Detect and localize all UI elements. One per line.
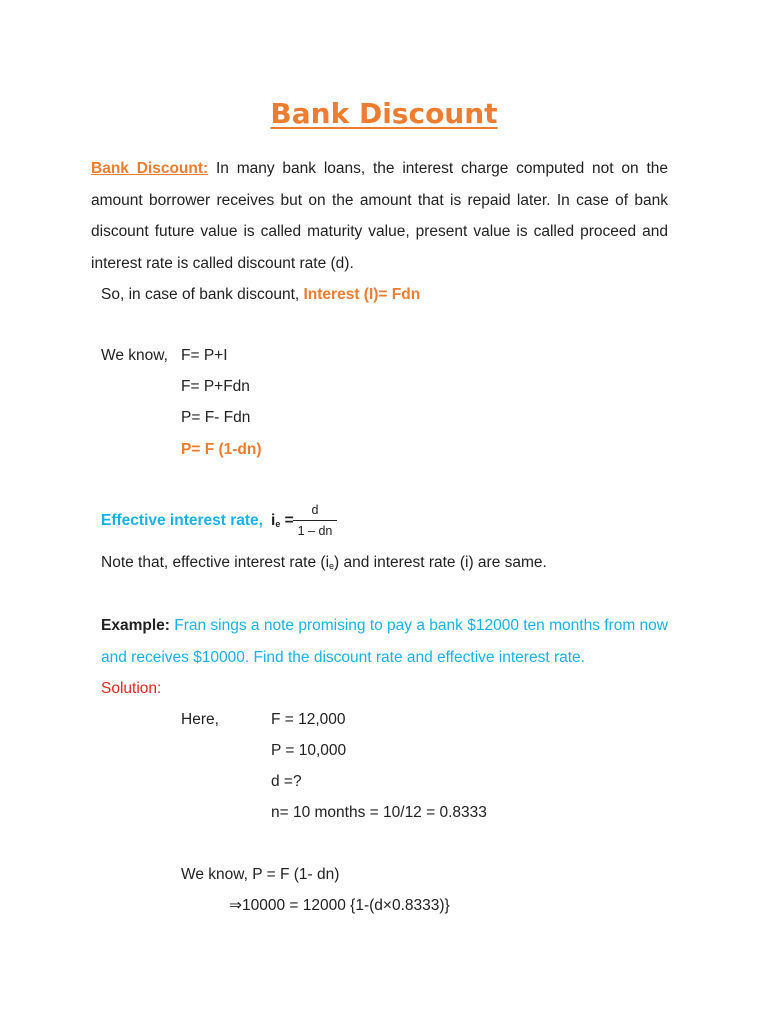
intro-text: In many bank loans, the interest charge computed not on the amount borrower receives but on the amount that is repaid later. In case of bank discount future value is called maturity value, present value is called proceed and interest rate is called discount rate (d). — [91, 160, 668, 272]
example-text: Fran sings a note promising to pay a bank $12000 ten months from now and receives $10000. Find the discount rate and effective interest rate. — [101, 617, 668, 666]
note-after: ) and interest rate (i) are same. — [334, 554, 547, 571]
effective-symbol: i — [271, 512, 276, 529]
interest-formula-line — [101, 285, 420, 305]
intro-paragraph — [91, 153, 668, 279]
effective-subscript: e — [275, 519, 281, 529]
so-line-prefix: So, in case of bank discount, — [101, 286, 304, 303]
note-before: Note that, effective interest rate (i — [101, 554, 330, 571]
given-d: d =? — [271, 773, 302, 790]
fraction-numerator: d — [293, 502, 337, 521]
derivation-step-2: F= P+Fdn — [181, 378, 250, 395]
here-label: Here, — [181, 711, 219, 728]
derivation-step-3: P= F- Fdn — [181, 409, 251, 426]
we-know-label: We know, — [101, 347, 168, 364]
effective-rate-symbol — [271, 511, 294, 534]
effective-rate-label: Effective interest rate, — [101, 512, 263, 529]
page-title: Bank Discount — [270, 97, 498, 130]
effective-equals: = — [280, 512, 294, 529]
given-p: P = 10,000 — [271, 742, 347, 759]
interest-formula: Interest (I)= Fdn — [303, 286, 421, 303]
solution-we-know: We know, P = F (1- dn) — [181, 866, 340, 883]
fraction-denominator: 1 – dn — [297, 524, 333, 538]
note-line — [101, 553, 547, 576]
derivation-result: P= F (1-dn) — [181, 441, 262, 458]
given-n: n= 10 months = 10/12 = 0.8333 — [271, 804, 487, 821]
effective-rate-fraction — [293, 502, 337, 539]
derivation-step-1: F= P+I — [181, 347, 228, 364]
given-f: F = 12,000 — [271, 711, 346, 728]
note-subscript: e — [329, 561, 335, 571]
example-paragraph — [101, 610, 668, 673]
solution-step: ⇒10000 = 12000 {1-(d×0.8333)} — [229, 897, 450, 914]
solution-label: Solution: — [101, 680, 162, 697]
intro-term: Bank Discount: — [91, 160, 209, 177]
example-label: Example: — [101, 617, 170, 634]
